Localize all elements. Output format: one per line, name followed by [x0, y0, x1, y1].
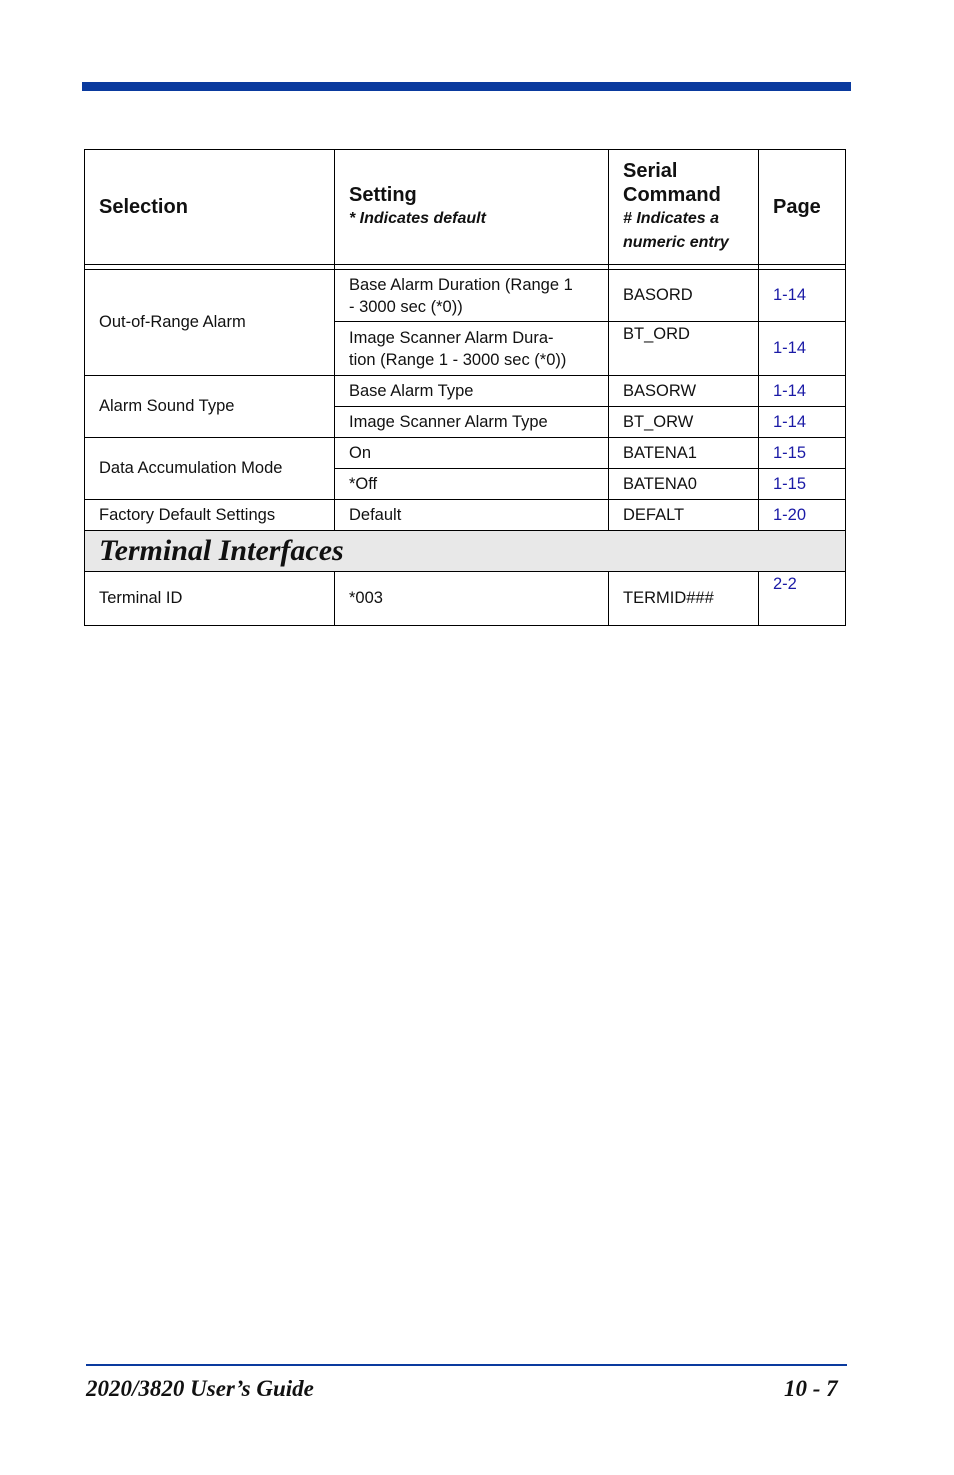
- page-link[interactable]: 1-14: [759, 376, 846, 407]
- page-link[interactable]: 1-15: [759, 469, 846, 500]
- command-cell: BASORD: [609, 270, 759, 322]
- page-link[interactable]: 1-14: [759, 270, 846, 322]
- command-cell: BATENA0: [609, 469, 759, 500]
- setting-cell: On: [335, 438, 609, 469]
- selection-cell: Factory Default Settings: [85, 500, 335, 531]
- setting-cell: Image Scanner Alarm Type: [335, 407, 609, 438]
- serial-note-1: # Indicates a: [623, 210, 720, 227]
- footer-rule: [86, 1364, 847, 1366]
- selection-cell: Out-of-Range Alarm: [85, 270, 335, 376]
- col-serial-command: Serial Command # Indicates a numeric entry: [609, 150, 759, 265]
- setting-cell: *003: [335, 572, 609, 626]
- col-selection: Selection: [85, 150, 335, 265]
- table-row: [85, 500, 846, 531]
- command-cell: TERMID###: [609, 572, 759, 626]
- page-link[interactable]: 2-2: [759, 572, 846, 626]
- section-row: [85, 531, 846, 572]
- command-cell: BASORW: [609, 376, 759, 407]
- setting-note: * Indicates default: [349, 210, 486, 227]
- page-link[interactable]: 1-14: [759, 322, 846, 376]
- page-link[interactable]: 1-15: [759, 438, 846, 469]
- command-cell: DEFALT: [609, 500, 759, 531]
- footer-page-number: 10 - 7: [784, 1376, 838, 1401]
- footer-title: 2020/3820 User’s Guide: [86, 1376, 314, 1401]
- header-rule: [82, 82, 851, 91]
- table-row: [85, 572, 846, 626]
- table-header: [85, 150, 846, 265]
- selection-cell: Data Accumulation Mode: [85, 438, 335, 500]
- serial-note-2: numeric entry: [623, 234, 729, 251]
- commands-table: [84, 149, 846, 626]
- col-setting: Setting * Indicates default: [335, 150, 609, 265]
- setting-cell: Base Alarm Duration (Range 1 - 3000 sec (*0)): [335, 270, 609, 322]
- command-cell: BATENA1: [609, 438, 759, 469]
- col-page: Page: [759, 150, 846, 265]
- setting-cell: Image Scanner Alarm Dura- tion (Range 1 - 3000 sec (*0)): [335, 322, 609, 376]
- command-cell: BT_ORW: [609, 407, 759, 438]
- selection-cell: Alarm Sound Type: [85, 376, 335, 438]
- selection-cell: Terminal ID: [85, 572, 335, 626]
- setting-cell: Default: [335, 500, 609, 531]
- page-link[interactable]: 1-20: [759, 500, 846, 531]
- setting-cell: Base Alarm Type: [335, 376, 609, 407]
- table-row: [85, 376, 846, 407]
- table-row: [85, 438, 846, 469]
- table-row: [85, 270, 846, 322]
- setting-cell: *Off: [335, 469, 609, 500]
- section-title: Terminal Interfaces: [85, 531, 846, 572]
- command-cell: BT_ORD: [609, 322, 759, 376]
- page-link[interactable]: 1-14: [759, 407, 846, 438]
